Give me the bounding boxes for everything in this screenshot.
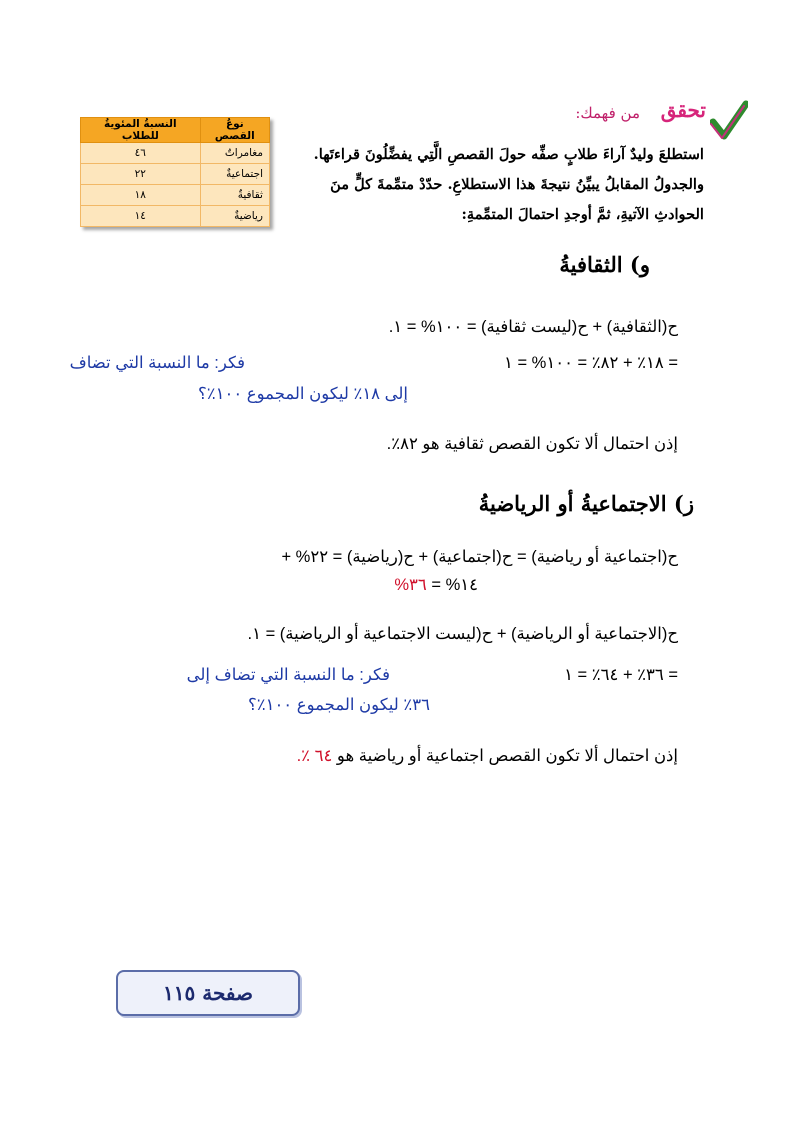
- part-w-hint-1: فكر: ما النسبة التي تضاف: [69, 354, 245, 372]
- table-cell: ١٨: [81, 185, 201, 206]
- part-z-equation-2: [394, 574, 478, 596]
- part-z-equation-2-text: ١٤% =: [426, 576, 478, 594]
- part-z-hint-1: فكر: ما النسبة التي تضاف إلى: [186, 666, 390, 684]
- table-cell: ١٤: [81, 206, 201, 227]
- table-cell: رياضيةٌ: [200, 206, 269, 227]
- page-number-badge: [116, 970, 300, 1016]
- table-cell: مغامراتٌ: [200, 143, 269, 164]
- column-header: نوعُ القصص: [200, 118, 269, 143]
- table-row: [81, 143, 270, 164]
- section-title: تحقق: [660, 98, 706, 122]
- column-header: النسبةُ المئويةُ للطلاب: [81, 118, 201, 143]
- part-w-conclusion: إذن احتمال ألا تكون القصص ثقافية هو ٨٢٪.: [386, 435, 678, 453]
- survey-table: [80, 117, 270, 227]
- part-z-equation-3: ح(الاجتماعية أو الرياضية) + ح(ليست الاجتماعية أو الرياضية) = ١.: [247, 625, 678, 643]
- section-subtitle: من فهمك:: [575, 104, 640, 122]
- table-row: [81, 164, 270, 185]
- page-number: صفحة ١١٥: [163, 981, 253, 1005]
- part-z-conclusion: [297, 745, 678, 767]
- table-header-row: [81, 118, 270, 143]
- table-row: [81, 206, 270, 227]
- part-w-equation-1: ح(الثقافية) + ح(ليست ثقافية) = ١٠٠% = ١.: [388, 318, 678, 336]
- part-z-heading: ز) الاجتماعيةُ أو الرياضيةُ: [478, 491, 694, 516]
- part-z-conclusion-text: إذن احتمال ألا تكون القصص اجتماعية أو رياضية هو: [332, 747, 678, 765]
- part-z-equation-1: ح(اجتماعية أو رياضية) = ح(اجتماعية) + ح(رياضية) = ٢٢% +: [281, 548, 678, 566]
- table-cell: ثقافيةٌ: [200, 185, 269, 206]
- table-cell: ٢٢: [81, 164, 201, 185]
- table-cell: اجتماعيةٌ: [200, 164, 269, 185]
- part-z-hint-2: ٣٦٪ ليكون المجموع ١٠٠٪؟: [247, 696, 430, 714]
- table-cell: ٤٦: [81, 143, 201, 164]
- part-z-conclusion-value: ٦٤ ٪.: [296, 747, 333, 765]
- part-z-result: ٣٦%: [394, 576, 427, 594]
- part-w-heading: و) الثقافيةُ: [559, 252, 650, 277]
- problem-statement: استطلعَ وليدٌ آراءَ طلابٍ صفِّه حولَ القصصِ الَّتِي يفضِّلُونَ قراءتَها. والجدولُ المقابلُ يبيِّنُ نتيجةَ هذا الاستطلاعِ. حدّدْ متمِّمةَ كلٍّ منَ الحوادثِ الآتيةِ، ثمَّ أوجدِ احتمالَ المتمِّمةِ:: [313, 146, 704, 223]
- part-w-hint-2: إلى ١٨٪ ليكون المجموع ١٠٠٪؟: [198, 385, 408, 403]
- table-row: [81, 185, 270, 206]
- part-z-equation-4: = ٣٦٪ + ٦٤٪ = ١: [564, 666, 678, 684]
- part-w-equation-2: = ١٨٪ + ٨٢٪ = ١٠٠% = ١: [504, 354, 678, 372]
- checkmark-icon: [710, 100, 748, 140]
